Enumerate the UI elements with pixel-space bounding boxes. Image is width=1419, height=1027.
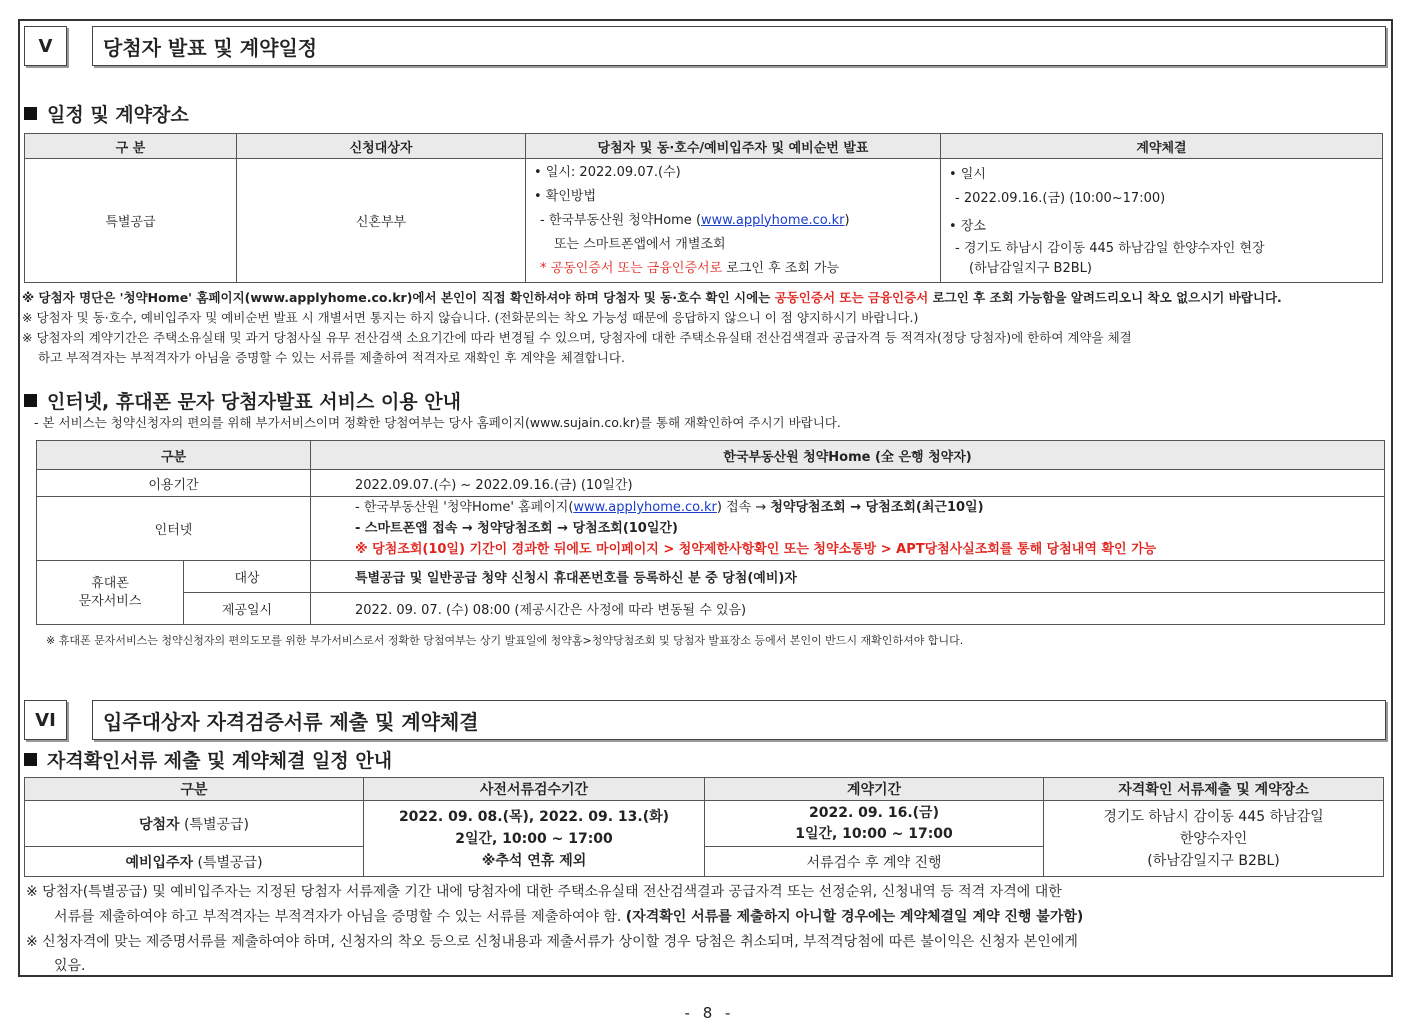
service-heading [24, 387, 461, 413]
section-6-title: 입주대상자 자격검증서류 제출 및 계약체결 [92, 700, 1386, 740]
docs-note-1b-bold: (자격확인 서류를 제출하지 아니할 경우에는 계약체결일 계약 진행 불가함) [625, 909, 1084, 925]
contract-date-label: • 일시 [949, 166, 986, 182]
service-internet-label: 인터넷 [37, 497, 311, 561]
docs-header-contract-period: 계약기간 [705, 778, 1044, 801]
docs-note-1b [54, 905, 1083, 929]
announce-login-red: * 공동인증서 또는 금융인증서로 [540, 260, 723, 276]
docs-reserve-cell [25, 847, 364, 877]
service-internet-cell [311, 497, 1385, 561]
announce-login-note [534, 257, 940, 281]
docs-pre-line-2: 2일간, 10:00 ~ 17:00 [455, 830, 613, 847]
docs-winner-rest: (특별공급) [179, 816, 250, 833]
page-number: - 8 - [684, 1004, 735, 1022]
docs-contract-line-1: 2022. 09. 16.(금) [809, 804, 939, 821]
section-5-number: V [24, 26, 67, 66]
service-sms-label [37, 561, 184, 625]
announce-site-text: - 한국부동산원 청약Home ( [540, 212, 702, 228]
schedule-heading [24, 100, 189, 126]
section-6-number: VI [24, 700, 67, 740]
schedule-category-cell: 특별공급 [25, 159, 237, 283]
announce-login-rest: 로그인 후 조회 가능 [722, 260, 840, 276]
schedule-header-category: 구 분 [25, 134, 237, 159]
note-login-info [22, 288, 1282, 308]
docs-note-2b: 있음. [54, 958, 86, 974]
contract-date-value: - 2022.09.16.(금) (10:00~17:00) [955, 190, 1166, 206]
docs-reserve-rest: (특별공급) [193, 854, 263, 871]
note-contract-period-1: ※ 당첨자의 계약기간은 주택소유실태 및 과거 당첨사실 유무 전산검색 소요기간에 따라 변경될 수 있으며, 당첨자에 대한 주택소유실태 전산검색결과 공급자격 등 적격자(정당 당첨자)에 한하여 계약을 체결 [22, 330, 1132, 345]
note-no-notice: ※ 당첨자 및 동·호수, 예비입주자 및 예비순번 발표 시 개별서면 통지는 하지 않습니다. (전화문의는 착오 가능성 때문에 응답하지 않으니 이 점 양지하시기 바랍니다.) [22, 310, 919, 325]
docs-pre-review-cell [364, 801, 705, 877]
service-sms-label-1: 휴대폰 [91, 575, 129, 591]
docs-winner-bold: 당첨자 [138, 816, 180, 833]
internet-line-3: ※ 당첨조회(10일) 기간이 경과한 뒤에도 마이페이지 > 청약제한사항확인 또는 청약소통방 > APT당첨사실조회를 통해 당첨내역 확인 가능 [355, 542, 1157, 557]
internet-line-1 [355, 497, 1384, 518]
docs-note-1b-pre: 서류를 제출하여야 하고 부적격자는 부적격자가 아님을 증명할 수 있는 서류를 제출하여야 함. [54, 909, 626, 925]
docs-table [24, 777, 1384, 877]
docs-note-1a: ※ 당첨자(특별공급) 및 예비입주자는 지정된 당첨자 서류제출 기간 내에 당첨자에 대한 주택소유실태 전산검색결과 공급자격 또는 선정순위, 신청내역 등 적격 자격에 대한 [26, 884, 1062, 900]
schedule-header-announce: 당첨자 및 동·호수/예비입주자 및 예비순번 발표 [526, 134, 941, 159]
contract-place-label: • 장소 [949, 218, 986, 234]
note-login-red: 공동인증서 또는 금융인증서 [774, 290, 929, 305]
docs-contract-cell [705, 801, 1044, 847]
internet-line-2: - 스마트폰앱 접속 → 청약당첨조회 → 당첨조회(10일간) [355, 521, 678, 536]
service-sms-target-value: 특별공급 및 일반공급 청약 신청시 휴대폰번호를 등록하신 분 중 당첨(예비)자 [311, 561, 1385, 593]
note-login-pre: ※ 당첨자 명단은 '청약Home' 홈페이지(www.applyhome.co.kr)에서 본인이 직접 확인하셔야 하며 당첨자 및 동·호수 확인 시에는 [22, 290, 775, 305]
schedule-header-target: 신청대상자 [237, 134, 526, 159]
square-bullet-icon [24, 107, 37, 120]
docs-place-line-2: 한양수자인 [1179, 830, 1248, 847]
docs-pre-line-1: 2022. 09. 08.(목), 2022. 09. 13.(화) [398, 808, 670, 825]
applyhome-link[interactable]: www.applyhome.co.kr [701, 212, 845, 228]
service-period-value: 2022.09.07.(수) ~ 2022.09.16.(금) (10일간) [311, 470, 1385, 497]
announce-method-label: • 확인방법 [534, 188, 597, 204]
docs-place-line-3: (하남감일지구 B2BL) [1147, 852, 1280, 869]
section-5-header [24, 26, 1386, 66]
docs-note-2a: ※ 신청자격에 맞는 제증명서류를 제출하여야 하며, 신청자의 착오 등으로 신청내용과 제출서류가 상이할 경우 당첨은 취소되며, 부적격당첨에 따른 불이익은 신청자 본인에게 [26, 934, 1078, 950]
docs-pre-line-3: ※추석 연휴 제외 [481, 852, 587, 869]
service-heading-text: 인터넷, 휴대폰 문자 당첨자발표 서비스 이용 안내 [47, 390, 461, 413]
announce-method-app: 또는 스마트폰앱에서 개별조회 [554, 236, 726, 252]
docs-place-cell [1044, 801, 1384, 877]
service-header-applyhome: 한국부동산원 청약Home (全 은행 청약자) [311, 441, 1385, 470]
docs-header-category: 구분 [25, 778, 364, 801]
docs-heading [24, 746, 392, 772]
announce-method-site [534, 209, 940, 233]
section-5-title: 당첨자 발표 및 계약일정 [92, 26, 1386, 66]
schedule-heading-text: 일정 및 계약장소 [47, 103, 189, 126]
docs-winner-cell [25, 801, 364, 847]
schedule-target-cell: 신혼부부 [237, 159, 526, 283]
service-sms-date-label: 제공일시 [184, 593, 311, 625]
schedule-announce-cell [526, 159, 941, 283]
service-subnote: - 본 서비스는 청약신청자의 편의를 위해 부가서비스이며 정확한 당첨여부는 당사 홈페이지(www.sujain.co.kr)를 통해 재확인하여 주시기 바랍니다. [34, 415, 841, 430]
schedule-table [24, 133, 1383, 283]
section-6-header [24, 700, 1386, 740]
internet-applyhome-link[interactable]: www.applyhome.co.kr [573, 500, 717, 515]
service-header-category: 구분 [37, 441, 311, 470]
schedule-header-contract: 계약체결 [941, 134, 1383, 159]
service-footnote: ※ 휴대폰 문자서비스는 청약신청자의 편의도모를 위한 부가서비스로서 정확한 당첨여부는 상기 발표일에 청약홈>청약당첨조회 및 당첨자 발표장소 등에서 본인이 반드시 재확인하셔야 합니다. [46, 634, 964, 647]
service-sms-date-value: 2022. 09. 07. (수) 08:00 (제공시간은 사정에 따라 변동될 수 있음) [311, 593, 1385, 625]
docs-heading-text: 자격확인서류 제출 및 계약체결 일정 안내 [47, 749, 393, 772]
announce-date: • 일시: 2022.09.07.(수) [534, 164, 681, 180]
announce-site-close: ) [844, 212, 850, 228]
schedule-contract-cell [941, 159, 1383, 283]
docs-place-line-1: 경기도 하남시 감이동 445 하남감일 [1103, 808, 1324, 825]
internet-line-1-bold: 청약당첨조회 → 당첨조회(최근10일) [770, 500, 984, 515]
note-login-post: 로그인 후 조회 가능함을 알려드리오니 착오 없으시기 바랍니다. [928, 290, 1282, 305]
square-bullet-icon [24, 753, 37, 766]
docs-contract-reserve-cell: 서류검수 후 계약 진행 [705, 847, 1044, 877]
note-contract-period-2: 하고 부적격자는 부적격자가 아님을 증명할 수 있는 서류를 제출하여 적격자로 재확인 후 계약을 체결합니다. [38, 350, 625, 365]
square-bullet-icon [24, 394, 37, 407]
contract-place-value: - 경기도 하남시 감이동 445 하남감일 한양수자인 현장 [955, 240, 1265, 256]
internet-line-1-post: ) 접속 → [716, 500, 771, 515]
service-table [36, 440, 1385, 625]
docs-header-pre-review: 사전서류검수기간 [364, 778, 705, 801]
service-sms-label-2: 문자서비스 [78, 593, 142, 609]
internet-line-1-pre: - 한국부동산원 '청약Home' 홈페이지( [355, 500, 574, 515]
service-period-label: 이용기간 [37, 470, 311, 497]
docs-header-place: 자격확인 서류제출 및 계약장소 [1044, 778, 1384, 801]
service-sms-target-label: 대상 [184, 561, 311, 593]
docs-reserve-bold: 예비입주자 [125, 854, 194, 871]
docs-contract-line-2: 1일간, 10:00 ~ 17:00 [795, 825, 953, 842]
contract-place-district: (하남감일지구 B2BL) [969, 260, 1092, 276]
